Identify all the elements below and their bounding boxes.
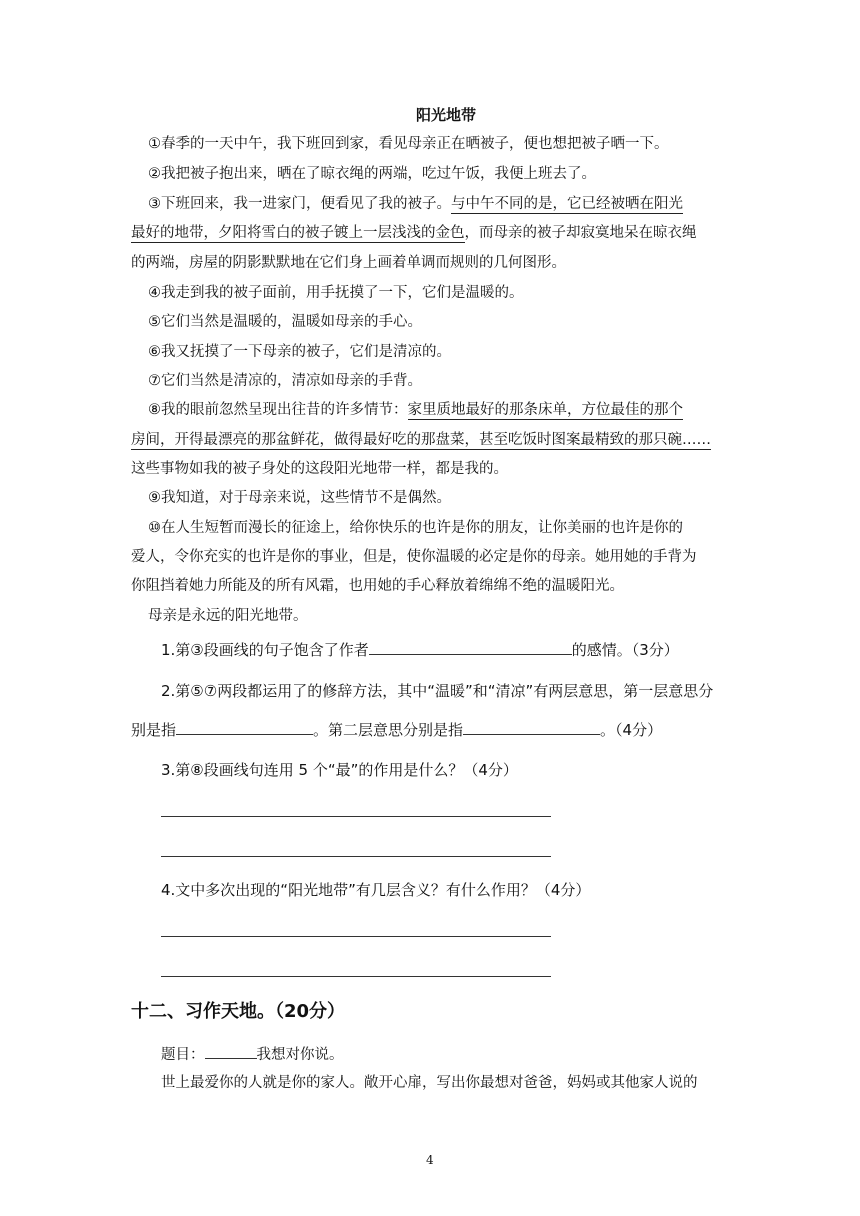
paragraph-3-text: ③下班回来，我一进家门，便看见了我的被子。 bbox=[148, 196, 451, 212]
answer-blank[interactable] bbox=[176, 719, 313, 735]
answer-line[interactable] bbox=[161, 976, 551, 977]
underlined-sentence: 家里质地最好的那条床单，方位最佳的那个 bbox=[407, 402, 683, 418]
answer-blank[interactable] bbox=[463, 719, 600, 735]
essay-description: 世上最爱你的人就是你的家人。敞开心扉，写出你最想对爸爸，妈妈或其他家人说的 bbox=[161, 1075, 698, 1091]
question-2-text: 。第二层意思分别是指 bbox=[313, 721, 464, 739]
page-number: 4 bbox=[426, 1153, 434, 1167]
answer-blank[interactable] bbox=[369, 639, 572, 655]
paragraph-6: ⑥我又抚摸了一下母亲的被子，它们是清凉的。 bbox=[148, 344, 451, 360]
paragraph-3-line-2 bbox=[131, 223, 697, 243]
underlined-sentence: 最好的地带，夕阳将雪白的被子镀上一层浅浅的金色 bbox=[131, 225, 465, 241]
paragraph-3-line-3: 的两端，房屋的阴影默默地在它们身上画着单调而规则的几何图形。 bbox=[131, 255, 566, 271]
question-4: 4.文中多次出现的“阳光地带”有几层含义？有什么作用？（4分） bbox=[161, 881, 591, 899]
answer-line[interactable] bbox=[161, 856, 551, 857]
question-1-suffix: 的感情。（3分） bbox=[571, 641, 679, 659]
question-2-line-1: 2.第⑤⑦两段都运用了的修辞方法，其中“温暖”和“清凉”有两层意思，第一层意思分 bbox=[161, 682, 714, 700]
answer-line[interactable] bbox=[161, 936, 551, 937]
paragraph-8-text: ⑧我的眼前忽然呈现出往昔的许多情节： bbox=[148, 402, 408, 418]
question-2-text: 别是指 bbox=[131, 721, 177, 739]
paragraph-10-line-3: 你阻挡着她力所能及的所有风霜，也用她的手心释放着绵绵不绝的温暖阳光。 bbox=[131, 578, 624, 594]
paragraph-7: ⑦它们当然是清凉的，清凉如母亲的手背。 bbox=[148, 373, 422, 389]
underlined-sentence: 房间，开得最漂亮的那盆鲜花，做得最好吃的那盘菜，甚至吃饭时图案最精致的那只碗…… bbox=[131, 432, 711, 448]
section-heading: 十二、习作天地。（20分） bbox=[131, 1001, 346, 1022]
topic-label: 题目： bbox=[161, 1047, 205, 1063]
paragraph-10-line-2: 爱人，令你充实的也许是你的事业，但是，使你温暖的必定是你的母亲。她用她的手背为 bbox=[131, 549, 697, 565]
question-1 bbox=[161, 639, 679, 660]
paragraph-1: ①春季的一天中午，我下班回到家，看见母亲正在晒被子，便也想把被子晒一下。 bbox=[148, 136, 669, 152]
paragraph-3-text: ，而母亲的被子却寂寞地呆在晾衣绳 bbox=[464, 225, 697, 241]
topic-text: 我想对你说。 bbox=[256, 1047, 344, 1063]
paragraph-11: 母亲是永远的阳光地带。 bbox=[148, 608, 308, 624]
underlined-sentence: 与中午不同的是，它已经被晒在阳光 bbox=[451, 196, 683, 212]
topic-blank[interactable] bbox=[205, 1043, 257, 1059]
paragraph-4: ④我走到我的被子面前，用手抚摸了一下，它们是温暖的。 bbox=[148, 285, 524, 301]
paragraph-9: ⑨我知道，对于母亲来说，这些情节不是偶然。 bbox=[148, 490, 451, 506]
paragraph-5: ⑤它们当然是温暖的，温暖如母亲的手心。 bbox=[148, 314, 422, 330]
question-2-suffix: 。（4分） bbox=[600, 721, 663, 739]
paragraph-8-line-2 bbox=[131, 430, 711, 450]
question-2-line-2 bbox=[131, 719, 662, 740]
essay-topic bbox=[161, 1043, 344, 1065]
paragraph-8-line-1 bbox=[148, 400, 683, 420]
paragraph-10-line-1: ⑩在人生短暂而漫长的征途上，给你快乐的也许是你的朋友，让你美丽的也许是你的 bbox=[148, 520, 683, 536]
passage-title: 阳光地带 bbox=[416, 106, 477, 124]
answer-line[interactable] bbox=[161, 816, 551, 817]
question-1-text: 1.第③段画线的句子饱含了作者 bbox=[161, 641, 369, 659]
question-3: 3.第⑧段画线句连用 5 个“最”的作用是什么？（4分） bbox=[161, 761, 518, 779]
paragraph-2: ②我把被子抱出来，晒在了晾衣绳的两端，吃过午饭，我便上班去了。 bbox=[148, 166, 596, 182]
paragraph-3-line-1 bbox=[148, 194, 683, 214]
paragraph-8-line-3: 这些事物如我的被子身处的这段阳光地带一样，都是我的。 bbox=[131, 461, 508, 477]
